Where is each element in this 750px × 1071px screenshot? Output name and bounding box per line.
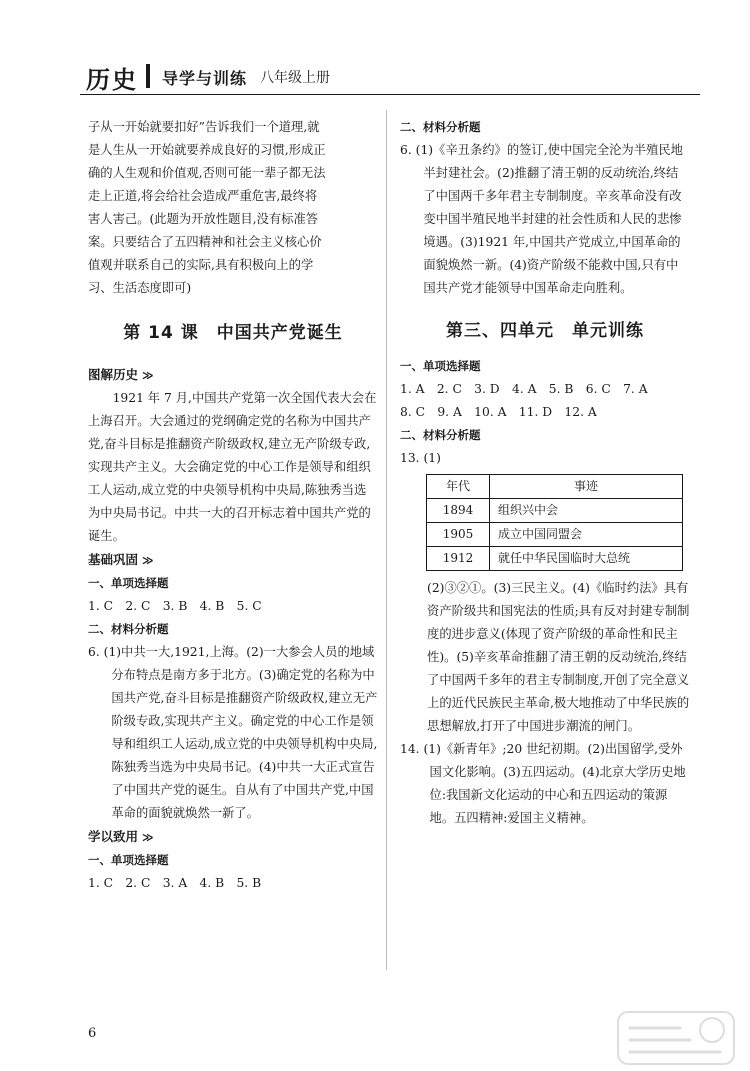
double-chevron-icon: ≫: [142, 369, 154, 382]
continued-line: 害人害己。(此题为开放性题目,没有标准答: [88, 212, 319, 226]
unit-analysis-heading: 二、材料分析题: [400, 428, 481, 442]
header-grade: 八年级上册: [260, 70, 330, 86]
page-number: 6: [88, 1026, 97, 1041]
header-bar: [146, 64, 150, 88]
unit-title: 第三、四单元 单元训练: [446, 321, 644, 341]
jichu-single-answers: 1. C 2. C 3. B 4. B 5. C: [88, 599, 262, 613]
q14-answer: 14. (1)《新青年》;20 世纪初期。(2)出国留学,受外国文化影响。(3)五四运动。(4)北京大学历史地位:我国新文化运动的中心和五四运动的策源地。五四精神:爱国主义精神。: [400, 742, 686, 825]
continued-line: 子从一开始就要扣好”告诉我们一个道理,就: [88, 120, 320, 134]
column-divider: [386, 110, 387, 970]
table-header-cell: 年代: [427, 475, 490, 499]
q13-label: 13. (1): [400, 451, 441, 465]
header-series: 导学与训练: [162, 69, 248, 88]
lesson-title: 第 14 课 中国共产党诞生: [123, 323, 343, 343]
unit-single-answers-line2: 8. C 9. A 10. A 11. D 12. A: [400, 405, 597, 419]
unit-single-heading: 一、单项选择题: [400, 359, 481, 373]
table-row: [427, 523, 683, 547]
continued-answer: [88, 116, 378, 300]
double-chevron-icon: ≫: [142, 554, 154, 567]
continued-line: 习、生活态度即可): [88, 281, 192, 295]
continued-line: 值观并联系自己的实际,具有积极向上的学: [88, 258, 314, 272]
table-row: [427, 499, 683, 523]
jichu-analysis-heading: 二、材料分析题: [88, 622, 169, 636]
table-cell-year: 1894: [427, 499, 490, 523]
q13-rest-answer: (2)③②①。(3)三民主义。(4)《临时约法》具有资产阶级共和国宪法的性质;具有反对封建专制制度的进步意义(体现了资产阶级的革命性和民主性)。(5)辛亥革命推翻了清王朝的反动统治,终结了中国两千多年的君主专制制度,开创了完全意义上的近代民族民主革命,极大地推动了中华民族的思想解放,打开了中国进步潮流的闸门。: [427, 581, 690, 733]
table-cell-year: 1905: [427, 523, 490, 547]
section-jichu-heading: [88, 548, 378, 572]
table-cell-event: 成立中国同盟会: [490, 523, 683, 547]
table-header-cell: 事迹: [490, 475, 683, 499]
table-header-row: [427, 475, 683, 499]
double-chevron-icon: ≫: [142, 831, 154, 844]
section-tujie-heading: [88, 363, 378, 387]
events-table: [426, 474, 683, 571]
xueyi-single-answers: 1. C 2. C 3. A 4. B 5. B: [88, 876, 262, 890]
page-header: [80, 58, 700, 96]
jichu-q6-answer: 6. (1)中共一大,1921,上海。(2)一大参会人员的地域分布特点是南方多于北方。(3)确定党的名称为中国共产党,奋斗目标是推翻资产阶级政权,建立无产阶级专政,实现共产主义。确定党的中心工作是领导和组织工人运动,成立党的中央领导机构中央局,陈独秀当选为中央局书记。(4)中共一大正式宣告了中国共产党的诞生。自从有了中国共产党,中国革命的面貌就焕然一新了。: [88, 645, 378, 820]
table-row: [427, 547, 683, 571]
xueyi-single-heading: 一、单项选择题: [88, 853, 169, 867]
section-xueyi-label: 学以致用: [88, 829, 139, 844]
continued-line: 走上正道,将会给社会造成严重危害,最终将: [88, 189, 318, 203]
continued-line: 案。只要结合了五四精神和社会主义核心价: [88, 235, 322, 249]
tujie-paragraph: 1921 年 7 月,中国共产党第一次全国代表大会在上海召开。大会通过的党纲确定党的名称为中国共产党,奋斗目标是推翻资产阶级政权,建立无产阶级专政,实现共产主义。大会确定党的中心工作是领导和组织工人运动,成立党的中央领导机构中央局,陈独秀当选为中央局书记。中共一大的召开标志着中国共产党的诞生。: [88, 391, 377, 543]
header-subject: 历史: [86, 65, 138, 94]
continued-line: 是人生从一开始就要养成良好的习惯,形成正: [88, 143, 326, 157]
left-column: [88, 116, 378, 895]
section-jichu-label: 基础巩固: [88, 552, 139, 567]
table-cell-event: 就任中华民国临时大总统: [490, 547, 683, 571]
table-cell-year: 1912: [427, 547, 490, 571]
continued-line: 确的人生观和价值观,否则可能一辈子都无法: [88, 166, 326, 180]
section-xueyi-heading: [88, 825, 378, 849]
q6-answer: 6. (1)《辛丑条约》的签订,使中国完全沦为半殖民地半封建社会。(2)推翻了清王朝的反动统治,终结了中国两千多年君主专制制度。辛亥革命没有改变中国半殖民地半封建的社会性质和人民的悲惨境遇。(3)1921 年,中国共产党成立,中国革命的面貌焕然一新。(4)资产阶级不能救中国,只有中国共产党才能领导中国革命走向胜利。: [400, 143, 683, 295]
table-cell-event: 组织兴中会: [490, 499, 683, 523]
jichu-single-heading: 一、单项选择题: [88, 576, 169, 590]
right-column: [400, 116, 690, 830]
analysis-heading: 二、材料分析题: [400, 120, 481, 134]
section-tujie-label: 图解历史: [88, 367, 139, 382]
unit-single-answers-line1: 1. A 2. C 3. D 4. A 5. B 6. C 7. A: [400, 382, 648, 396]
watermark-logo-icon: [616, 1010, 736, 1066]
header-rule: [80, 94, 700, 95]
